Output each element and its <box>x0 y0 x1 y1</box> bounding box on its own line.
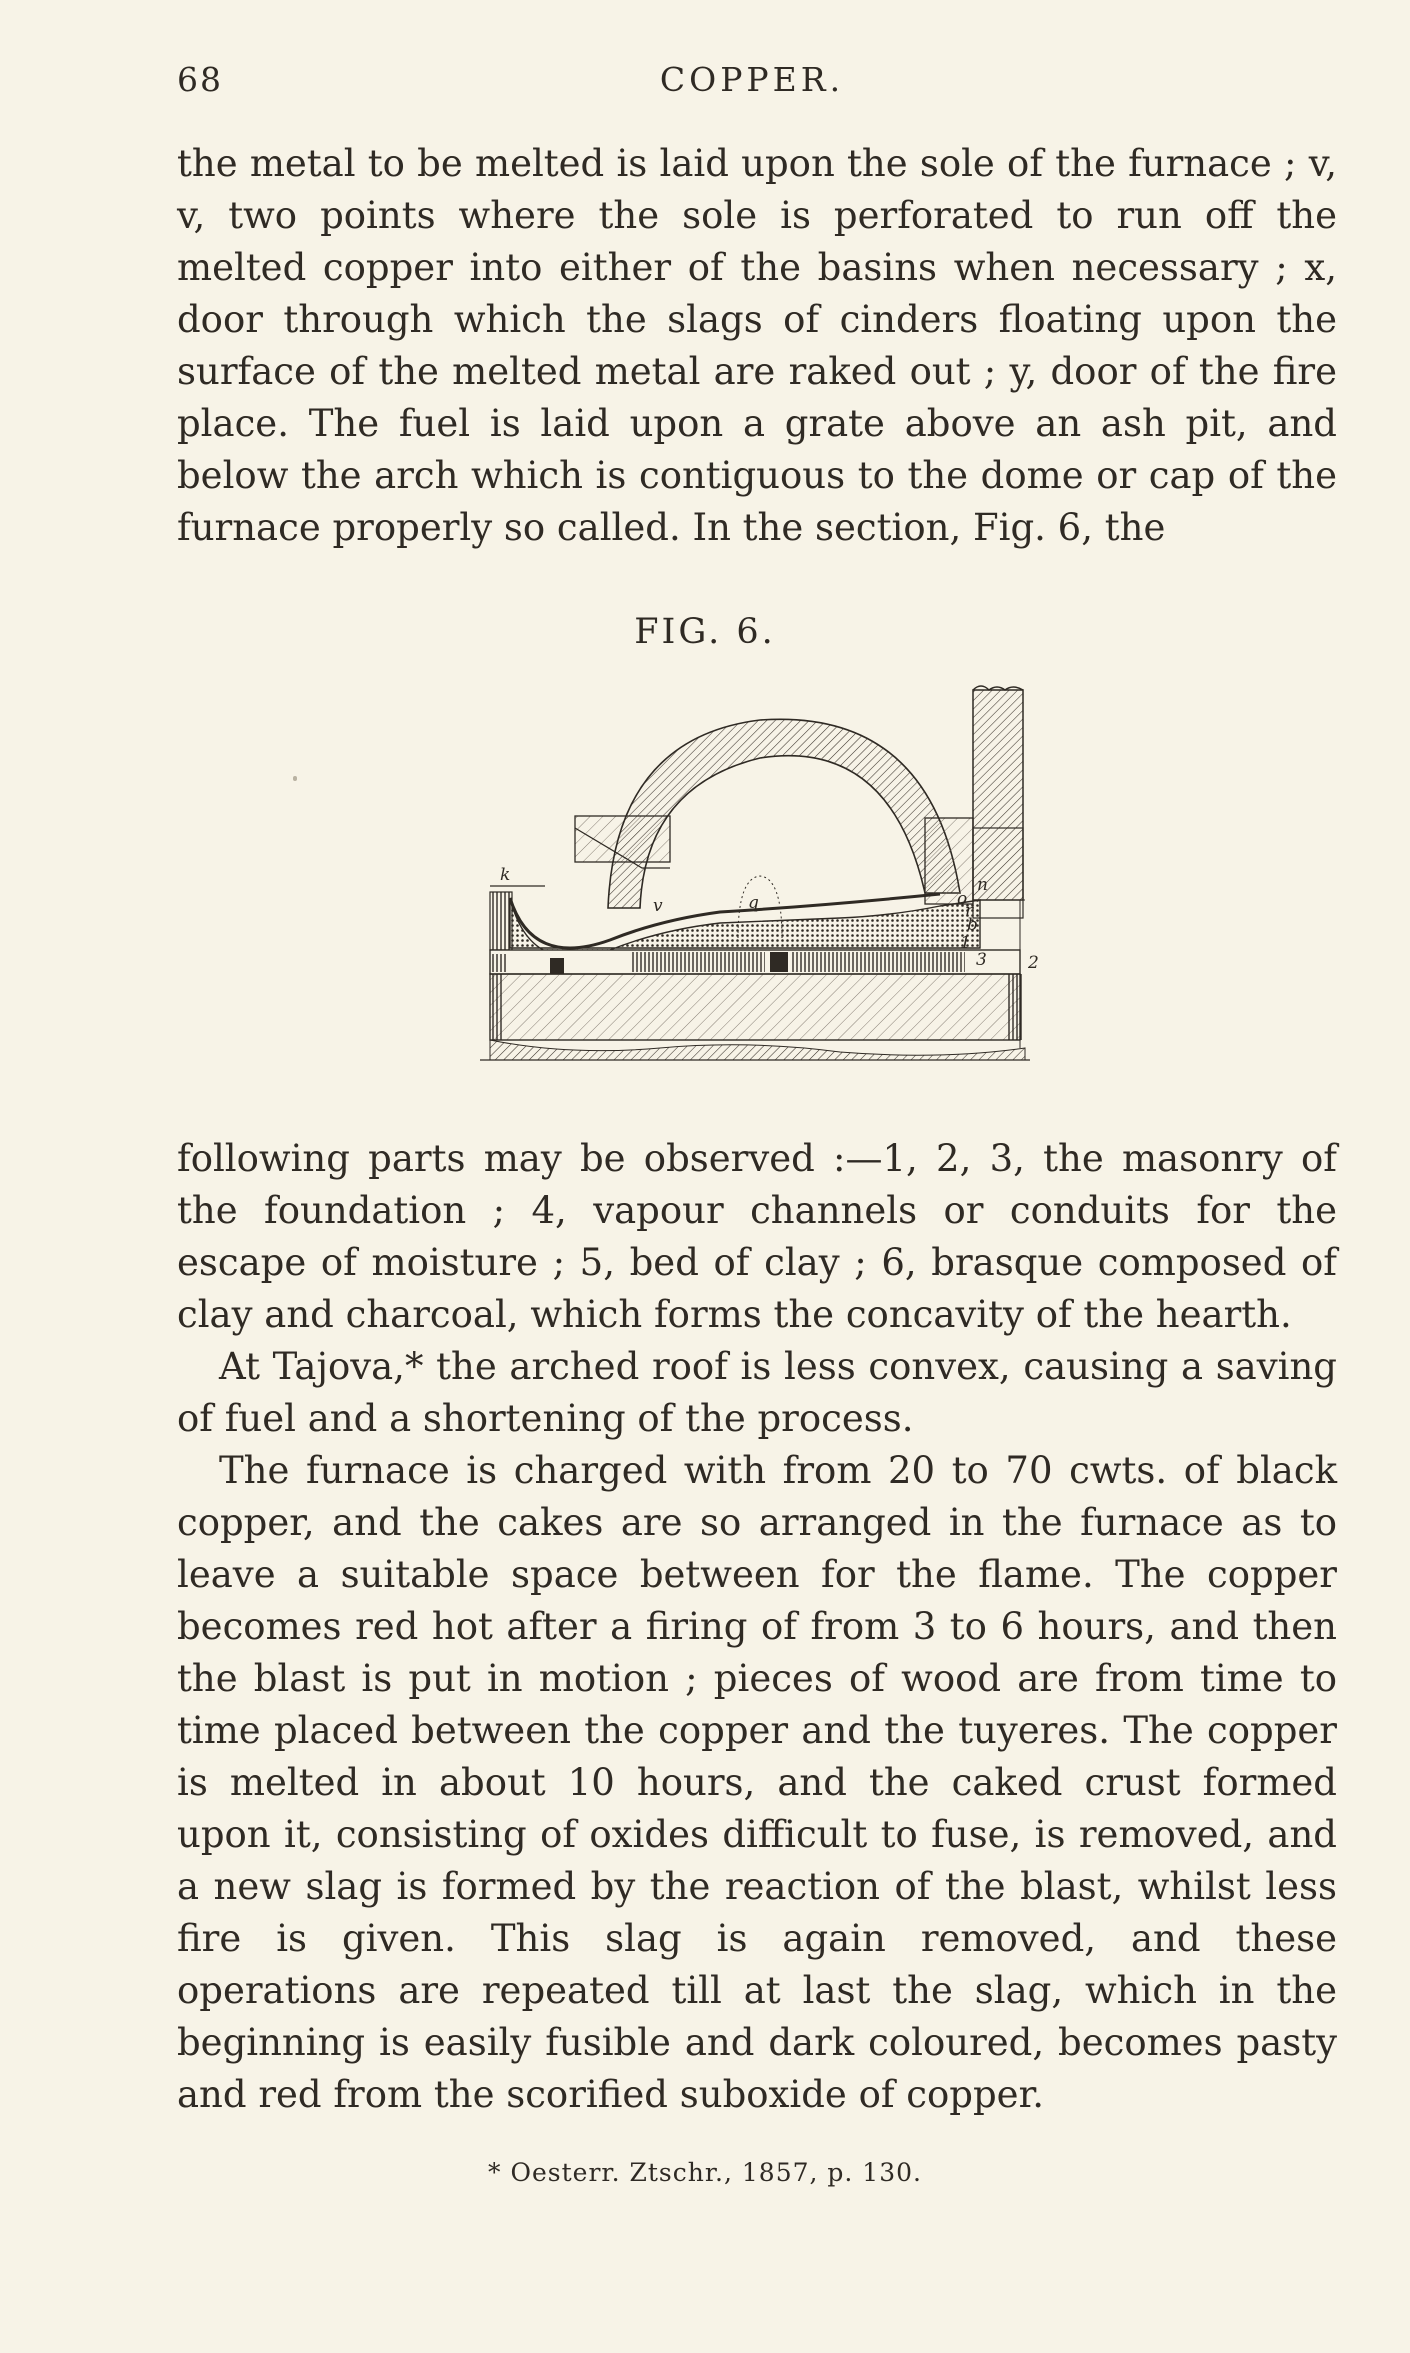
top-text-block <box>177 138 1337 554</box>
label-q: q <box>748 893 759 913</box>
label-n: n <box>977 875 988 895</box>
ink-blot <box>293 776 297 781</box>
label-1: 1 <box>960 933 971 953</box>
label-v: v <box>653 896 663 916</box>
furnace-section-figure <box>420 668 1080 1114</box>
label-b: b <box>967 915 978 935</box>
furnace-section-drawing <box>420 668 1080 1114</box>
label-o: o <box>957 889 968 909</box>
foundation-masonry <box>490 974 1020 1040</box>
paragraph-tajova: At Tajova,* the arched roof is less convex, causing a saving of fuel and a shortening of the process. <box>177 1345 1337 1440</box>
top-paragraph: the metal to be melted is laid upon the sole of the furnace ; v, v, two points where the sole is perforated to run off the melted copper into either of the basins when necessary ; x, door through which the slags of cinders floating upon the surface of the melted metal are raked out ; y, door of the fire place. The fuel is laid upon a grate above an ash pit, and below the arch which is contiguous to the dome or cap of the furnace properly so called. In the section, Fig. 6, the <box>177 142 1337 549</box>
bottom-text-block <box>177 1133 1337 2121</box>
paragraph-parts: following parts may be observed :—1, 2, 3, the masonry of the foundation ; 4, vapour channels or conduits for the escape of moisture ; 5, bed of clay ; 6, brasque composed of clay and charcoal, which forms the concavity of the hearth. <box>177 1137 1337 1336</box>
dome-arch <box>608 719 960 908</box>
label-r: r <box>965 901 974 921</box>
footnote: * Oesterr. Ztschr., 1857, p. 130. <box>488 2158 922 2187</box>
label-k: k <box>500 865 511 885</box>
paragraph-charging: The furnace is charged with from 20 to 70 cwts. of black copper, and the cakes are so arranged in the furnace as to leave a suitable space between for the flame. The copper becomes red hot after a firing of from 3 to 6 hours, and then the blast is put in motion ; pieces of wood are from time to time placed between the copper and the tuyeres. The copper is melted in about 10 hours, and the caked crust formed upon it, consisting of oxides difficult to fuse, is removed, and a new slag is formed by the reaction of the blast, whilst less fire is given. This slag is again removed, and these operations are repeated till at last the slag, which in the beginning is easily fusible and dark coloured, becomes pasty and red from the scorified suboxide of copper. <box>177 1449 1337 2116</box>
label-3: 3 <box>976 950 987 970</box>
page-header <box>177 60 1327 110</box>
label-2: 2 <box>1028 953 1039 973</box>
running-head: COPPER. <box>659 60 845 99</box>
page-number: 68 <box>177 60 223 99</box>
chimney <box>973 690 1023 900</box>
figure-caption: FIG. 6. <box>634 612 776 652</box>
